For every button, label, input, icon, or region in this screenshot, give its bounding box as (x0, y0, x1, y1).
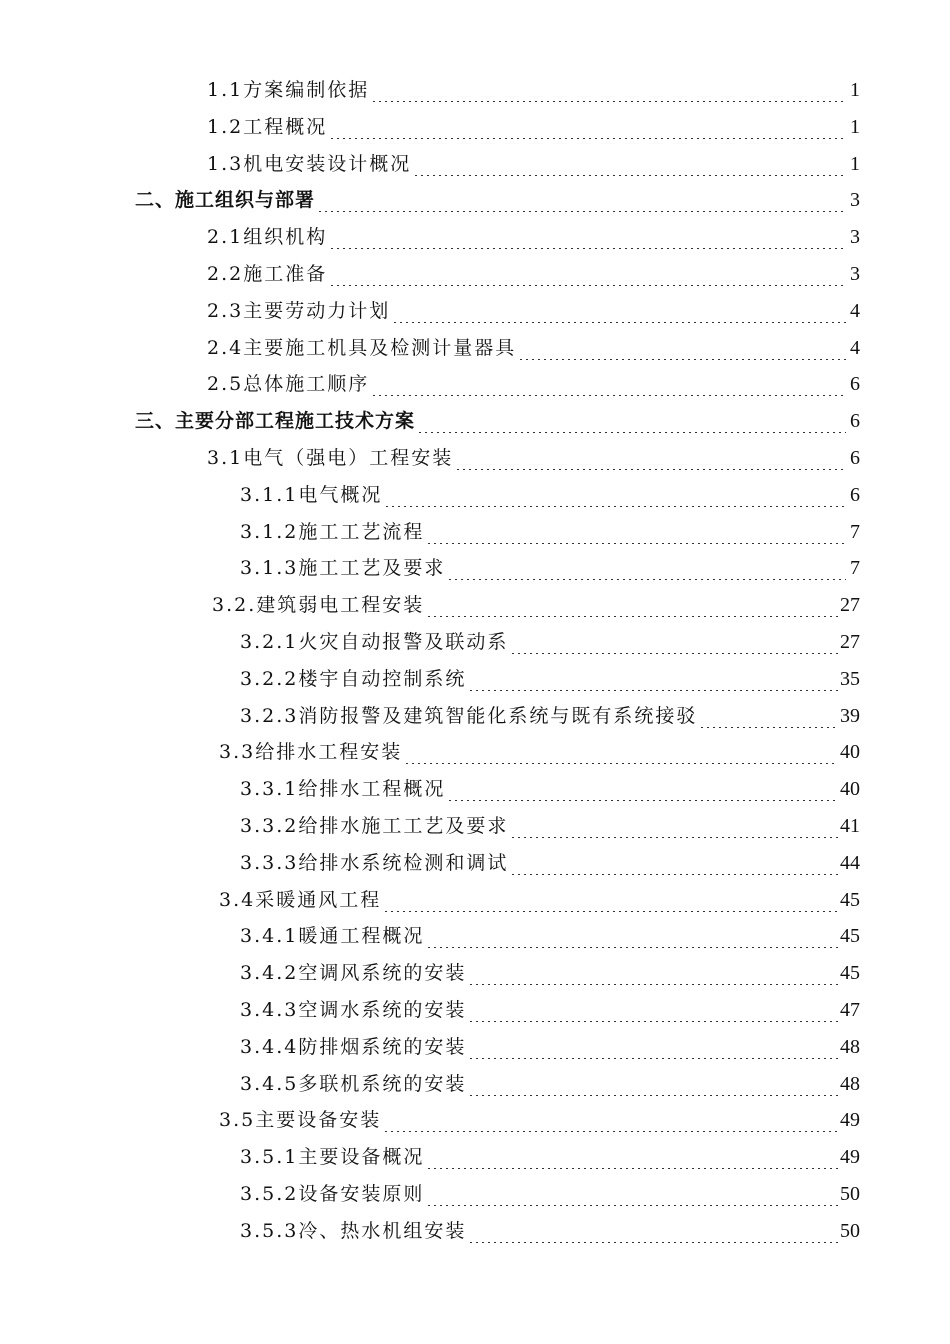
toc-entry-title: 3.4.5多联机系统的安装 (240, 1072, 467, 1095)
toc-entry[interactable] (207, 366, 860, 396)
dot-leader (404, 740, 838, 764)
toc-entry-page-number: 7 (850, 557, 860, 580)
dot-leader (455, 446, 846, 470)
toc-entry-page-number: 48 (840, 1072, 860, 1095)
toc-entry-title: 3.1.3施工工艺及要求 (240, 557, 446, 580)
toc-entry[interactable] (240, 918, 860, 948)
toc-entry[interactable] (207, 330, 860, 360)
toc-entry-title: 3.2.1火灾自动报警及联动系 (240, 631, 509, 653)
toc-entry[interactable] (240, 624, 860, 654)
toc-entry[interactable] (135, 403, 860, 433)
toc-entry[interactable] (240, 661, 860, 691)
dot-leader (371, 78, 846, 102)
toc-entry-title: 3.4.4防排烟系统的安装 (240, 1035, 467, 1058)
toc-entry-title: 3.3.2给排水施工工艺及要求 (240, 815, 509, 837)
dot-leader (383, 1108, 838, 1132)
dot-leader (510, 814, 838, 838)
toc-entry-title: 2.1组织机构 (207, 226, 328, 249)
toc-entry[interactable] (207, 293, 860, 323)
dot-leader (510, 851, 838, 875)
dot-leader (510, 630, 838, 654)
toc-entry-title: 3.4采暖通风工程 (219, 888, 382, 911)
dot-leader (447, 777, 838, 801)
toc-entry-title: 2.2施工准备 (207, 263, 328, 285)
dot-leader (383, 888, 838, 912)
dot-leader (392, 299, 846, 323)
toc-entry-page-number: 44 (840, 851, 860, 874)
dot-leader (518, 336, 846, 360)
toc-entry-title: 3.2.3消防报警及建筑智能化系统与既有系统接驳 (240, 704, 698, 727)
toc-entry[interactable] (240, 550, 860, 580)
toc-entry-page-number: 40 (840, 778, 860, 801)
dot-leader (384, 483, 846, 507)
toc-entry-page-number: 1 (850, 79, 860, 101)
toc-entry[interactable] (240, 477, 860, 507)
toc-entry[interactable] (240, 845, 860, 875)
toc-entry-page-number: 35 (840, 667, 860, 690)
toc-entry[interactable] (240, 514, 860, 544)
toc-entry-title: 3.4.3空调水系统的安装 (240, 999, 467, 1021)
toc-entry-page-number: 45 (840, 925, 860, 948)
toc-entry[interactable] (240, 955, 860, 985)
toc-entry[interactable] (240, 1139, 860, 1169)
toc-entry[interactable] (240, 1176, 860, 1206)
toc-entry-title: 2.5总体施工顺序 (207, 373, 370, 396)
dot-leader (329, 115, 846, 139)
toc-entry-page-number: 45 (840, 962, 860, 985)
toc-entry-title: 3.2.2楼宇自动控制系统 (240, 667, 467, 690)
dot-leader (426, 924, 838, 948)
dot-leader (371, 372, 846, 396)
toc-entry[interactable] (219, 882, 860, 912)
toc-entry[interactable] (240, 808, 860, 838)
toc-entry[interactable] (240, 1213, 860, 1243)
toc-entry-page-number: 6 (850, 483, 860, 506)
dot-leader (699, 704, 838, 728)
toc-entry-page-number: 50 (840, 1219, 860, 1242)
toc-entry-page-number: 3 (850, 226, 860, 249)
toc-entry[interactable] (207, 256, 860, 286)
toc-entry-title: 2.3主要劳动力计划 (207, 299, 391, 322)
toc-entry-title: 3.2.建筑弱电工程安装 (212, 594, 425, 617)
toc-entry-title: 3.3给排水工程安装 (219, 741, 403, 764)
toc-entry-title: 三、主要分部工程施工技术方案 (135, 410, 416, 433)
toc-entry-page-number: 49 (840, 1146, 860, 1169)
toc-entry-title: 3.5.3冷、热水机组安装 (240, 1219, 467, 1242)
toc-entry-page-number: 1 (850, 115, 860, 138)
toc-entry-page-number: 41 (840, 815, 860, 837)
dot-leader (413, 152, 846, 176)
dot-leader (468, 1035, 838, 1059)
toc-entry-page-number: 45 (840, 888, 860, 911)
toc-entry-title: 3.1.1电气概况 (240, 483, 383, 506)
toc-entry[interactable] (207, 109, 860, 139)
toc-entry-title: 1.3机电安装设计概况 (207, 152, 412, 175)
toc-entry-page-number: 4 (850, 299, 860, 322)
dot-leader (468, 1219, 838, 1243)
toc-entry-page-number: 7 (850, 520, 860, 543)
toc-entry-title: 3.1电气（强电）工程安装 (207, 447, 454, 469)
toc-entry-page-number: 48 (840, 1035, 860, 1058)
toc-entry-page-number: 39 (840, 704, 860, 727)
toc-entry-page-number: 3 (850, 189, 860, 212)
dot-leader (468, 961, 838, 985)
toc-entry[interactable] (207, 219, 860, 249)
dot-leader (417, 409, 846, 433)
toc-entry-page-number: 27 (840, 631, 860, 653)
toc-entry-title: 3.5主要设备安装 (219, 1109, 382, 1132)
toc-entry-page-number: 4 (850, 336, 860, 359)
toc-entry[interactable] (212, 587, 860, 617)
toc-entry[interactable] (207, 440, 860, 470)
dot-leader (447, 556, 846, 580)
toc-entry[interactable] (135, 182, 860, 212)
toc-entry-page-number: 49 (840, 1109, 860, 1132)
toc-entry-page-number: 47 (840, 999, 860, 1021)
toc-entry-title: 1.1方案编制依据 (207, 79, 370, 101)
dot-leader (426, 593, 838, 617)
dot-leader (468, 998, 838, 1022)
toc-entry-title: 3.4.1暖通工程概况 (240, 925, 425, 948)
toc-entry-page-number: 3 (850, 263, 860, 285)
toc-entry[interactable] (207, 146, 860, 176)
toc-entry-page-number: 6 (850, 410, 860, 433)
toc-entry[interactable] (240, 698, 860, 728)
toc-entry-title: 2.4主要施工机具及检测计量器具 (207, 336, 517, 359)
toc-entry-page-number: 50 (840, 1183, 860, 1205)
dot-leader (426, 1182, 838, 1206)
toc-entry-page-number: 6 (850, 373, 860, 396)
toc-entry-title: 1.2工程概况 (207, 115, 328, 138)
toc-entry-page-number: 6 (850, 447, 860, 469)
toc-entry-page-number: 40 (840, 741, 860, 764)
toc-entry-page-number: 1 (850, 152, 860, 175)
toc-entry-title: 二、施工组织与部署 (135, 189, 316, 212)
toc-entry[interactable] (240, 992, 860, 1022)
toc-entry-page-number: 27 (840, 594, 860, 617)
toc-entry[interactable] (219, 1102, 860, 1132)
toc-entry-title: 3.3.3给排水系统检测和调试 (240, 851, 509, 874)
toc-entry[interactable] (207, 72, 860, 102)
toc-entry-title: 3.1.2施工工艺流程 (240, 520, 425, 543)
dot-leader (329, 262, 846, 286)
dot-leader (317, 188, 846, 212)
toc-entry-title: 3.4.2空调风系统的安装 (240, 962, 467, 985)
dot-leader (468, 1072, 838, 1096)
dot-leader (329, 225, 846, 249)
dot-leader (426, 1145, 838, 1169)
toc-entry-title: 3.5.1主要设备概况 (240, 1146, 425, 1169)
dot-leader (468, 667, 838, 691)
toc-entry[interactable] (240, 771, 860, 801)
toc-entry-title: 3.5.2设备安装原则 (240, 1183, 425, 1205)
toc-entry[interactable] (240, 1029, 860, 1059)
dot-leader (426, 520, 846, 544)
toc-entry[interactable] (219, 734, 860, 764)
toc-entry-title: 3.3.1给排水工程概况 (240, 778, 446, 801)
toc-entry[interactable] (240, 1066, 860, 1096)
